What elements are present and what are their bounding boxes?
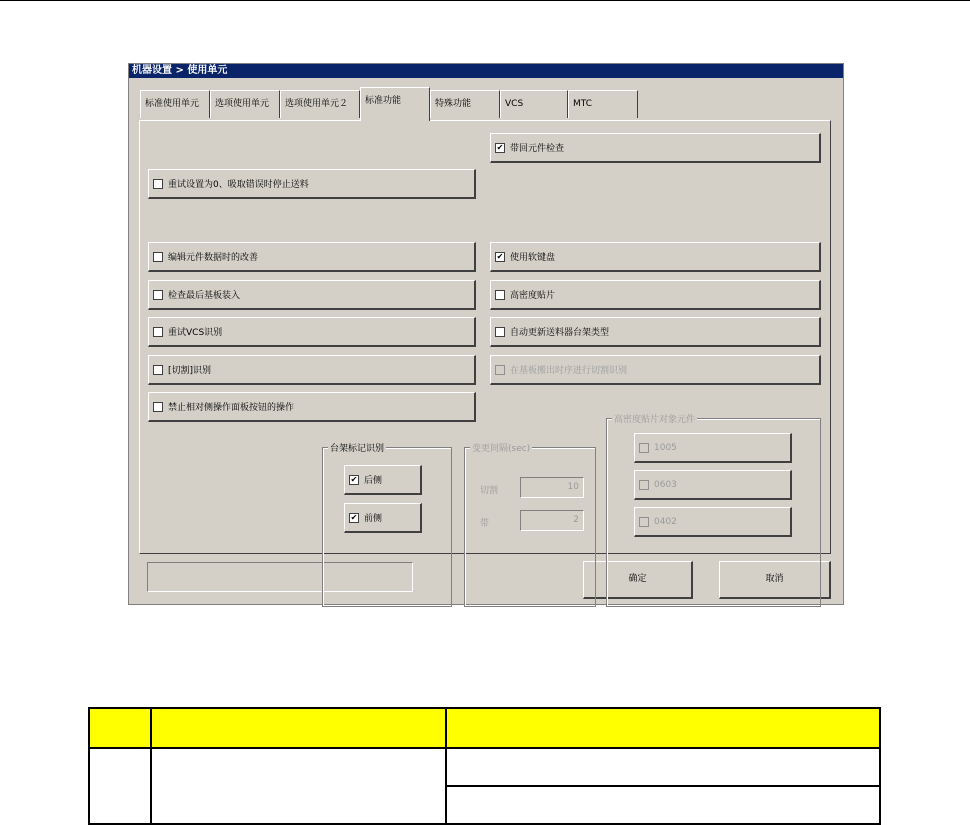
cancel-button[interactable]: 取消 (719, 561, 831, 599)
option-label: 重试设置为0、吸取错误时停止送料 (168, 180, 309, 190)
option-label: 检查最后基板装入 (168, 291, 241, 301)
use-soft-keyboard-option[interactable] (490, 242, 821, 272)
checkbox (639, 443, 649, 453)
part-0402-option (634, 507, 792, 537)
clip-cut-recognition-option[interactable] (148, 355, 476, 385)
prohibit-opposite-panel-option[interactable] (148, 392, 476, 422)
checkbox[interactable]: ✔ (496, 142, 504, 152)
cut-interval-label: 切割 (480, 486, 499, 496)
tape-interval-field: 2 (520, 510, 584, 531)
rack-mark-front-option[interactable] (344, 503, 422, 533)
tab-special-functions[interactable]: 特殊功能 (430, 90, 500, 118)
option-label: 高密度贴片 (510, 291, 556, 301)
checkbox (639, 480, 649, 490)
dialog-title: 机器设置 > 使用单元 (129, 64, 843, 78)
retry-zero-stop-option[interactable] (148, 169, 476, 199)
option-label: 带回元件检查 (510, 144, 565, 154)
option-label: 后侧 (364, 476, 383, 486)
tab-panel (139, 120, 831, 554)
return-part-check-option[interactable] (490, 133, 821, 163)
checkbox[interactable] (153, 365, 163, 375)
option-label: 0603 (654, 479, 677, 490)
checkbox[interactable]: ✔ (350, 474, 358, 484)
tab-standard-functions[interactable]: 标准功能 (360, 87, 430, 121)
cut-interval-field: 10 (520, 477, 584, 498)
header-cell (151, 708, 446, 748)
ok-button[interactable]: 确定 (583, 561, 693, 599)
high-density-mount-option[interactable] (490, 280, 821, 310)
option-label: [切割]识别 (168, 366, 212, 376)
auto-update-feeder-option[interactable] (490, 317, 821, 347)
checkbox[interactable] (153, 402, 163, 412)
checkbox[interactable] (495, 290, 505, 300)
rack-mark-group-title: 台架标记识别 (328, 441, 386, 454)
checkbox[interactable] (153, 327, 163, 337)
tab-standard-units[interactable]: 标准使用单元 (140, 90, 210, 118)
header-cell (89, 708, 151, 748)
change-interval-group-title: 变更间隔(sec) (470, 441, 532, 454)
edit-part-data-option[interactable] (148, 242, 476, 272)
checkbox (639, 517, 649, 527)
table-cell (446, 748, 880, 786)
settings-dialog (128, 63, 844, 605)
part-0603-option (634, 470, 792, 500)
checkbox[interactable] (153, 179, 163, 189)
option-label: 在基板搬出时序进行切割识别 (510, 366, 628, 376)
option-label: 0402 (654, 516, 677, 527)
board-out-recognition-option (490, 355, 821, 385)
checkbox[interactable] (495, 327, 505, 337)
tape-interval-label: 带 (480, 519, 490, 529)
table-cell (446, 786, 880, 824)
option-label: 前侧 (364, 514, 383, 524)
checkbox[interactable] (153, 252, 163, 262)
rack-mark-rear-option[interactable] (344, 465, 422, 495)
document-table (88, 707, 881, 825)
table-cell (151, 748, 446, 824)
tab-option-units[interactable]: 选项使用单元 (210, 90, 280, 118)
high-density-parts-group-title: 高密度贴片对象元件 (612, 412, 697, 425)
tab-option-units-2[interactable]: 选项使用单元２ (280, 90, 360, 118)
tab-vcs[interactable]: VCS (500, 90, 568, 118)
board-load-check-option[interactable] (148, 280, 476, 310)
checkbox[interactable]: ✔ (350, 512, 358, 522)
checkbox[interactable] (153, 290, 163, 300)
option-label: 1005 (654, 442, 677, 453)
table-cell (89, 748, 151, 824)
table-header-row (89, 708, 880, 748)
retry-vcs-option[interactable] (148, 317, 476, 347)
tab-mtc[interactable]: MTC (568, 90, 638, 118)
top-rule (0, 0, 970, 1)
option-label: 编辑元件数据时的改善 (168, 253, 259, 263)
option-label: 重试VCS识别 (168, 328, 223, 338)
table-row (89, 748, 880, 786)
option-label: 使用软键盘 (510, 253, 556, 263)
option-label: 禁止相对侧操作面板按钮的操作 (168, 403, 295, 413)
part-1005-option (634, 433, 792, 463)
option-label: 自动更新送料器台架类型 (510, 328, 610, 338)
checkbox[interactable]: ✔ (496, 251, 504, 261)
header-cell (446, 708, 880, 748)
checkbox (495, 365, 505, 375)
